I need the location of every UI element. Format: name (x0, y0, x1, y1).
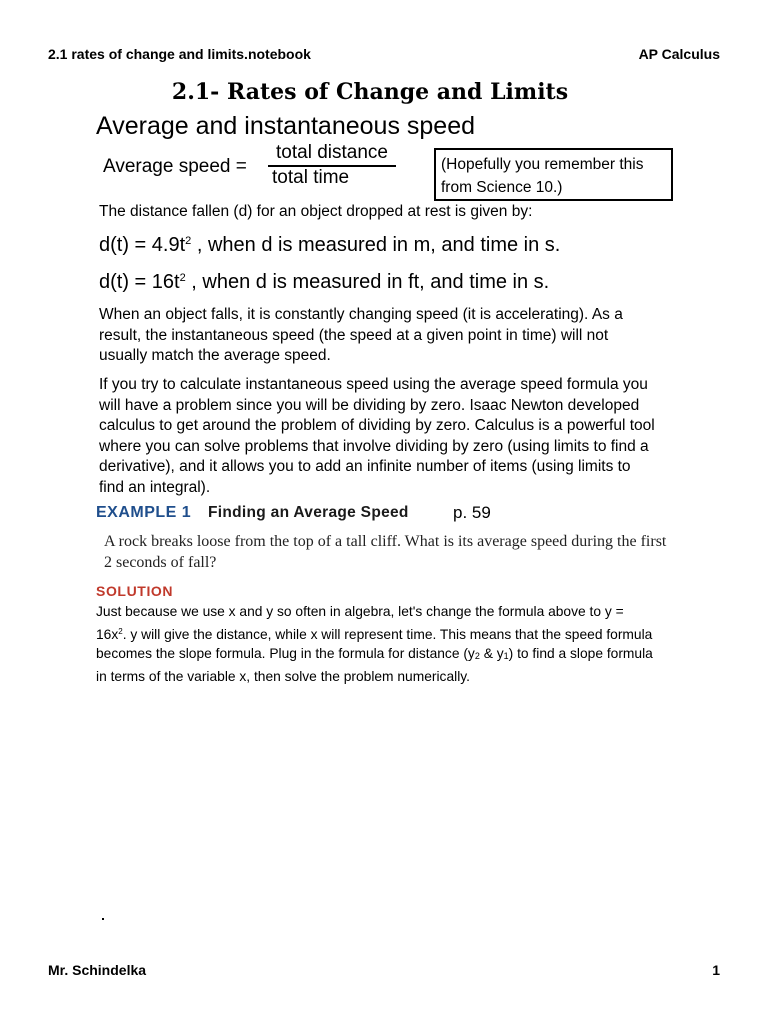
fraction-denominator: total time (272, 167, 350, 188)
eq2-exponent: 2 (179, 272, 186, 284)
equation-metric (99, 234, 560, 257)
example-label: EXAMPLE 1 (96, 504, 192, 521)
example-page-ref: p. 59 (453, 503, 491, 522)
solution-part-2: . y will give the distance, while x will represent time. This means that the speed formula becomes the slope formula. Plug in the formula for distance (y (96, 626, 653, 661)
callout-line-1: (Hopefully you remember this (441, 156, 644, 173)
solution-part-3: & y (479, 646, 504, 661)
callout-line-2: from Science 10.) (441, 179, 563, 196)
solution-subscript-1: 2 (474, 651, 480, 661)
fraction-numerator: total distance (268, 142, 396, 167)
intro-text: The distance fallen (d) for an object dropped at rest is given by: (99, 203, 533, 220)
header-filename: 2.1 rates of change and limits.notebook (48, 46, 311, 62)
solution-part-4: ) to find a slope formula in terms of the variable x, then solve the problem numerically. (96, 646, 653, 684)
page-title: 2.1- Rates of Change and Limits (171, 79, 569, 105)
eq1-exponent: 2 (185, 235, 192, 247)
solution-text (96, 602, 656, 686)
header-course: AP Calculus (638, 46, 720, 62)
footer-page-number: 1 (712, 962, 720, 978)
paragraph-accelerating: When an object falls, it is constantly changing speed (it is accelerating). As a result, the instantaneous speed (the speed at a given point in time) will not usually match the average speed. (99, 306, 623, 364)
solution-part-1: Just because we use x and y so often in algebra, let's change the formula above to y = 16x (96, 604, 624, 642)
speed-fraction (268, 142, 396, 189)
eq1-base: d(t) = 4.9t (99, 234, 186, 256)
solution-subscript-2: 1 (503, 651, 509, 661)
section-heading: Average and instantaneous speed (96, 112, 476, 140)
example-title: Finding an Average Speed (208, 504, 409, 521)
solution-superscript: 2 (118, 626, 123, 636)
callout-box (434, 148, 673, 201)
stray-mark (102, 918, 104, 920)
eq2-base: d(t) = 16t (99, 271, 180, 293)
example-problem-text: A rock breaks loose from the top of a tall cliff. What is its average speed during the first 2 seconds of fall? (104, 533, 667, 571)
solution-label: SOLUTION (96, 583, 174, 599)
eq1-rest: , when d is measured in m, and time in s. (191, 234, 561, 256)
footer-author: Mr. Schindelka (48, 962, 147, 978)
paragraph-calculus: If you try to calculate instantaneous speed using the average speed formula you will have a problem since you will be dividing by zero. Isaac Newton developed calculus to get around the problem of dividing by zero. Calculus is a powerful tool where you can solve problems that involve dividing by zero (using limits to find a derivative), and it allows you to add an infinite number of items (using limits to find an integral). (99, 376, 655, 496)
equation-imperial (99, 271, 549, 294)
eq2-rest: , when d is measured in ft, and time in s. (185, 271, 550, 293)
formula-label: Average speed = (103, 156, 247, 177)
